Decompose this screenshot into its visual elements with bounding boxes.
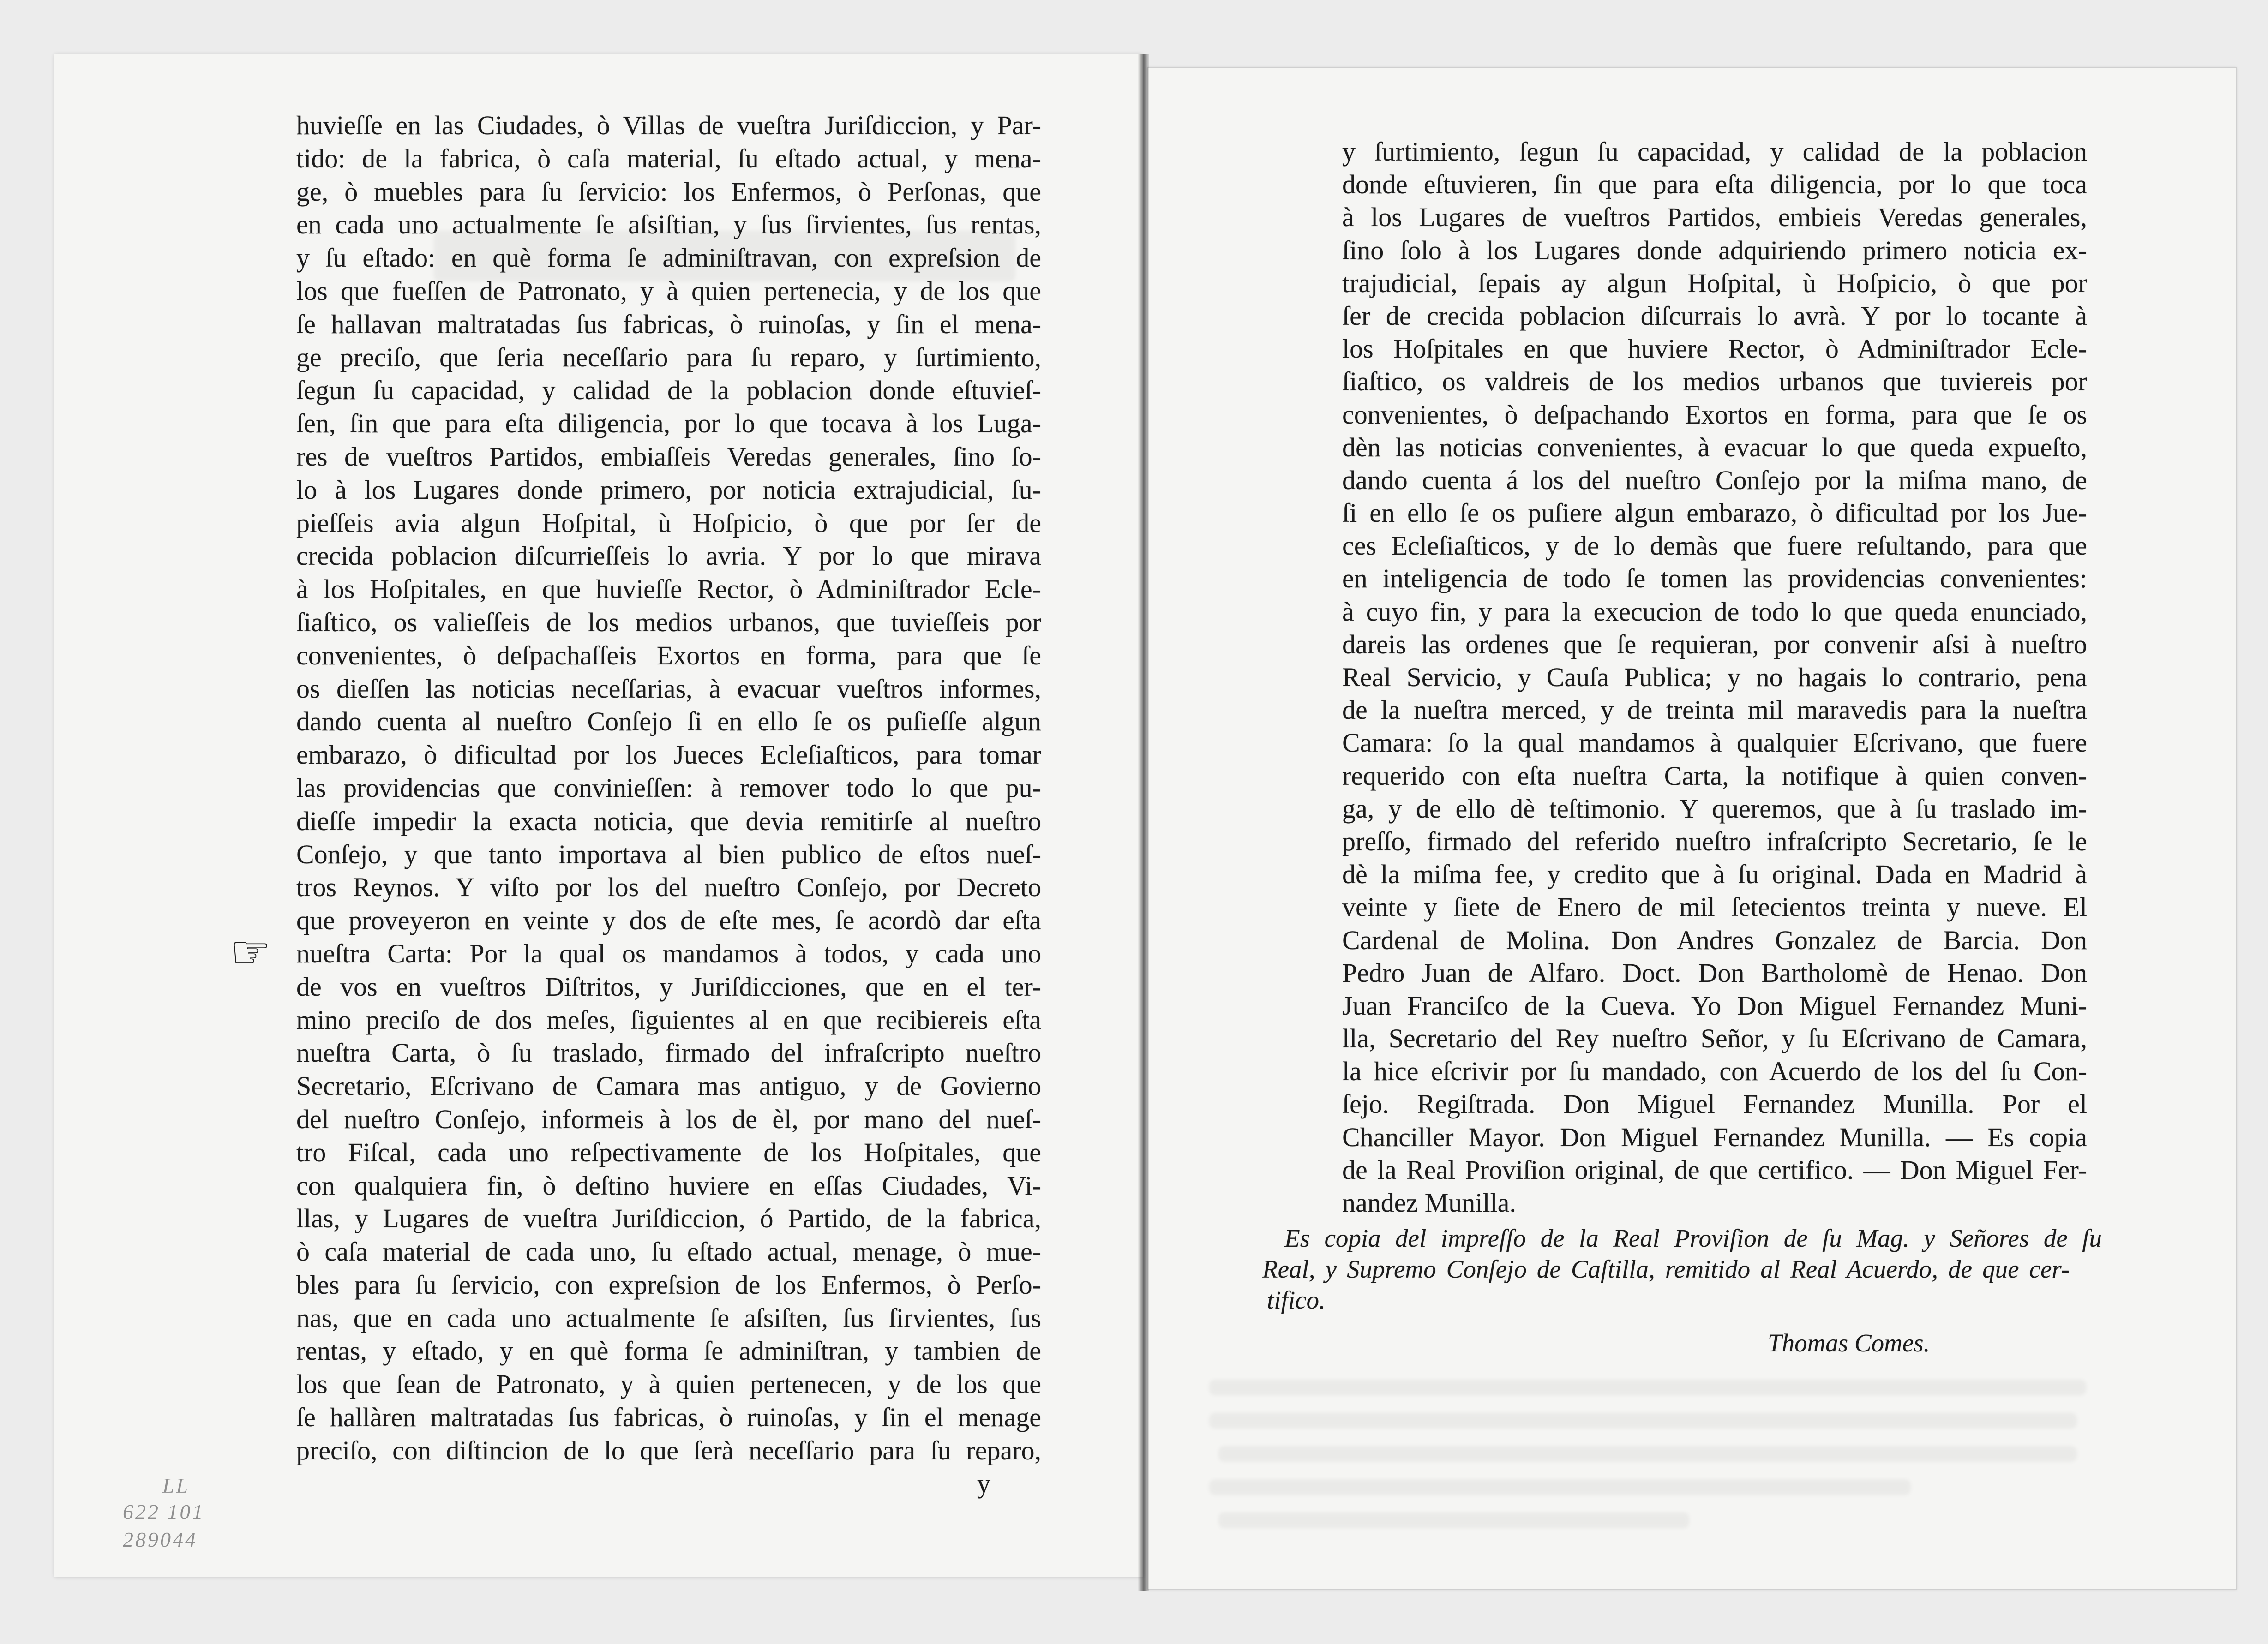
text-line: ſi en ello ſe os puſiere algun embarazo, ò dificultad por los Jue- — [1342, 498, 2087, 528]
bleed-through-shadow — [1218, 1512, 1689, 1528]
text-line: preſſo, firmado del referido nueſtro infraſcripto Secretario, ſe le — [1342, 826, 2087, 856]
text-line: res de vueſtros Partidos, embiaſſeis Veredas generales, ſino ſo- — [296, 441, 1041, 472]
text-line: à cuyo fin, y para la execucion de todo lo que queda enunciado, — [1342, 596, 2087, 627]
pointing-hand-icon: ☞ — [230, 925, 271, 979]
text-line: lla, Secretario del Rey nueſtro Señor, y ſu Eſcrivano de Camara, — [1342, 1023, 2087, 1054]
text-line: à los Hoſpitales, en que huvieſſe Rector, ò Adminiſtrador Ecle- — [296, 574, 1041, 604]
text-line: preciſo, con diſtincion de lo que ſerà neceſſario para ſu reparo, — [296, 1435, 1041, 1465]
text-line: veinte y ſiete de Enero de mil ſetecientos treinta y nueve. El — [1342, 892, 2087, 922]
text-line: ge preciſo, que ſeria neceſſario para ſu reparo, y ſurtimiento, — [296, 342, 1041, 372]
certification-line: Real, y Supremo Conſejo de Caſtilla, remitido al Real Acuerdo, de que cer- — [1262, 1255, 2070, 1283]
text-line: del nueſtro Conſejo, informeis à los de èl, por mano del nueſ- — [296, 1104, 1041, 1134]
text-line: dando cuenta al nueſtro Conſejo ſi en ello ſe os puſieſſe algun — [296, 706, 1041, 737]
text-line: nueſtra Carta, ò ſu traslado, firmado del infraſcripto nueſtro — [296, 1038, 1041, 1068]
bleed-through-shadow — [1209, 1479, 1911, 1495]
pencil-shelfmark: 289044 — [123, 1528, 198, 1551]
text-line: rentas, y eſtado, y en què forma ſe adminiſtran, y tambien de — [296, 1336, 1041, 1366]
text-line: Juan Franciſco de la Cueva. Yo Don Miguel Fernandez Muni- — [1342, 990, 2087, 1021]
text-line: dareis las ordenes que ſe requieran, por convenir aſsi à nueſtro — [1342, 629, 2087, 659]
text-line: tros Reynos. Y viſto por los del nueſtro Conſejo, por Decreto — [296, 872, 1041, 903]
text-line: ſe hallavan maltratadas ſus fabricas, ò ruinoſas, y ſin el mena- — [296, 309, 1041, 339]
text-line: Real Servicio, y Cauſa Publica; y no hagais lo contrario, pena — [1342, 662, 2087, 692]
text-line: nueſtra Carta: Por la qual os mandamos à todos, y cada uno — [296, 938, 1041, 968]
certification-line: tifico. — [1267, 1286, 1326, 1314]
pencil-shelfmark: 622 101 — [123, 1500, 205, 1524]
text-line: en inteligencia de todo ſe tomen las providencias convenientes: — [1342, 563, 2087, 594]
right-text-column — [1342, 135, 2087, 1219]
text-line: y ſurtimiento, ſegun ſu capacidad, y calidad de la poblacion — [1342, 137, 2087, 167]
text-line: la hice eſcrivir por ſu mandado, con Acuerdo de los del ſu Con- — [1342, 1056, 2087, 1087]
text-line: con qualquiera fin, ò deſtino huviere en eſſas Ciudades, Vi- — [296, 1170, 1041, 1201]
text-line: ſiaſtico, os valieſſeis de los medios urbanos, que tuvieſſeis por — [296, 607, 1041, 637]
text-line: dè la miſma fee, y credito que à ſu original. Dada en Madrid à — [1342, 859, 2087, 890]
text-line: Cardenal de Molina. Don Andres Gonzalez de Barcia. Don — [1342, 925, 2087, 955]
text-line: ò caſa material de cada uno, ſu eſtado actual, menage, ò mue- — [296, 1237, 1041, 1267]
pencil-shelfmark: LL — [162, 1474, 190, 1497]
text-line: mino preciſo de dos meſes, ſiguientes al en que recibiereis eſta — [296, 1004, 1041, 1035]
page-gutter — [1138, 54, 1149, 1591]
text-line: Conſejo, y que tanto importava al bien publico de eſtos nueſ- — [296, 839, 1041, 869]
text-line: los que fueſſen de Patronato, y à quien pertenecia, y de los que — [296, 275, 1041, 306]
text-line: ſiaſtico, os valdreis de los medios urbanos que tuviereis por — [1342, 366, 2087, 397]
certification-block — [1262, 1223, 2102, 1315]
text-line: dèn las noticias convenientes, à evacuar lo que queda expueſto, — [1342, 432, 2087, 462]
text-line: bles para ſu ſervicio, con expreſsion de los Enfermos, ò Perſo- — [296, 1269, 1041, 1300]
text-line: embarazo, ò dificultad por los Jueces Ecleſiaſticos, para tomar — [296, 740, 1041, 770]
text-line: de la Real Proviſion original, de que certifico. — Don Miguel Fer- — [1342, 1154, 2087, 1185]
text-line: crecida poblacion diſcurrieſſeis lo avria. Y por lo que mirava — [296, 541, 1041, 571]
text-line: las providencias que convinieſſen: à remover todo lo que pu- — [296, 772, 1041, 803]
text-line: de la nueſtra merced, y de treinta mil maravedis para la nueſtra — [1342, 695, 2087, 725]
text-line: que proveyeron en veinte y dos de eſte mes, ſe acordò dar eſta — [296, 905, 1041, 936]
text-line: ſen, ſin que para eſta diligencia, por lo que tocava à los Luga- — [296, 408, 1041, 439]
text-line: donde eſtuvieren, ſin que para eſta diligencia, por lo que toca — [1342, 169, 2087, 200]
text-line: os dieſſen las noticias neceſſarias, à evacuar vueſtros informes, — [296, 673, 1041, 704]
text-line: dieſſe impedir la exacta noticia, que devia remitirſe al nueſtro — [296, 806, 1041, 836]
bleed-through-shadow — [1209, 1380, 2086, 1395]
bleed-through-shadow — [1209, 1413, 2077, 1429]
text-line: ſino ſolo à los Lugares donde adquiriendo primero noticia ex- — [1342, 235, 2087, 265]
text-line: convenientes, ò deſpachando Exortos en forma, para que ſe os — [1342, 399, 2087, 430]
text-line: nas, que en cada uno actualmente ſe aſsiſten, ſus ſirvientes, ſus — [296, 1303, 1041, 1333]
text-line: nandez Munilla. — [1342, 1188, 1516, 1218]
left-text-column — [296, 109, 1041, 1500]
text-line: tro Fiſcal, cada uno reſpectivamente de los Hoſpitales, que — [296, 1137, 1041, 1167]
text-line: trajudicial, ſepais ay algun Hoſpital, ù Hoſpicio, ò que por — [1342, 268, 2087, 298]
text-line: de vos en vueſtros Diſtritos, y Juriſdicciones, que en el ter- — [296, 971, 1041, 1002]
text-line: tido: de la fabrica, ò caſa material, ſu eſtado actual, y mena- — [296, 143, 1041, 173]
text-line: huvieſſe en las Ciudades, ò Villas de vueſtra Juriſdiccion, y Par- — [296, 110, 1041, 140]
text-line: ſejo. Regiſtrada. Don Miguel Fernandez Munilla. Por el — [1342, 1089, 2087, 1119]
text-line: lo à los Lugares donde primero, por noticia extrajudicial, ſu- — [296, 474, 1041, 505]
text-line: los Hoſpitales en que huviere Rector, ò Adminiſtrador Ecle- — [1342, 334, 2087, 364]
text-line: requerido con eſta nueſtra Carta, la notifique à quien conven- — [1342, 760, 2087, 791]
text-line: llas, y Lugares de vueſtra Juriſdiccion, ó Partido, de la fabrica, — [296, 1203, 1041, 1234]
text-line: ſer de crecida poblacion diſcurrais lo avrà. Y por lo tocante à — [1342, 300, 2087, 331]
text-line: en cada uno actualmente ſe aſsiſtian, y ſus ſirvientes, ſus rentas, — [296, 209, 1041, 240]
text-line: Secretario, Eſcrivano de Camara mas antiguo, y de Govierno — [296, 1071, 1041, 1101]
text-line: convenientes, ò deſpachaſſeis Exortos en forma, para que ſe — [296, 640, 1041, 670]
text-line: ga, y de ello dè teſtimonio. Y queremos, que à ſu traslado im- — [1342, 793, 2087, 824]
catchword: y — [977, 1468, 990, 1499]
text-line: y ſu eſtado: en què forma ſe adminiſtravan, con expreſsion de — [296, 243, 1041, 273]
text-line: ge, ò muebles para ſu ſervicio: los Enfermos, ò Perſonas, que — [296, 176, 1041, 207]
text-line: los que ſean de Patronato, y à quien pertenecen, y de los que — [296, 1369, 1041, 1399]
text-line: Pedro Juan de Alfaro. Doct. Don Bartholomè de Henao. Don — [1342, 957, 2087, 988]
text-line: Camara: ſo la qual mandamos à qualquier Eſcrivano, que fuere — [1342, 728, 2087, 758]
bleed-through-shadow — [1218, 1446, 2077, 1462]
text-line: ſe hallàren maltratadas ſus fabricas, ò ruinoſas, y ſin el menage — [296, 1402, 1041, 1433]
right-text-lines — [1342, 135, 2087, 1219]
text-line: ſegun ſu capacidad, y calidad de la poblacion donde eſtuvieſ- — [296, 375, 1041, 406]
signature: Thomas Comes. — [1768, 1329, 1930, 1357]
text-line: pieſſeis avia algun Hoſpital, ù Hoſpicio, ò que por ſer de — [296, 508, 1041, 538]
certification-line: Es copia del impreſſo de la Real Proviſion de ſu Mag. y Señores de ſu — [1284, 1224, 2102, 1252]
text-line: ces Ecleſiaſticos, y de lo demàs que fuere reſultando, para que — [1342, 531, 2087, 561]
text-line: à los Lugares de vueſtros Partidos, embieis Veredas generales, — [1342, 202, 2087, 233]
text-line: Chanciller Mayor. Don Miguel Fernandez Munilla. — Es copia — [1342, 1122, 2087, 1152]
text-line: dando cuenta á los del nueſtro Conſejo por la miſma mano, de — [1342, 465, 2087, 495]
left-text-lines — [296, 109, 1041, 1467]
